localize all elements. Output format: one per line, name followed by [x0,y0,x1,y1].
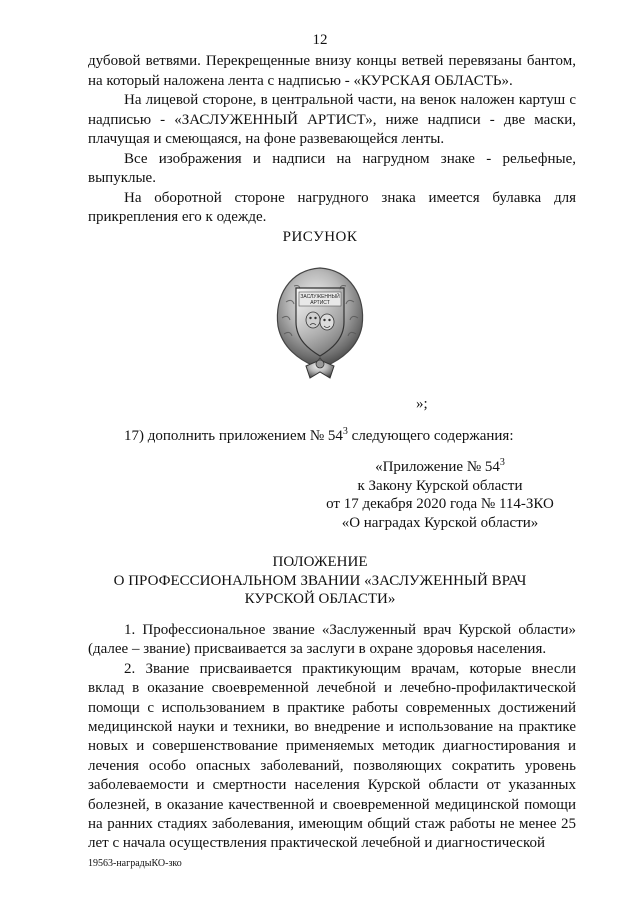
annex-header [290,458,590,532]
page-number: 12 [312,32,328,48]
paragraph: Все изображения и надписи на нагрудном знаке - рельефные, выпуклые. [88,150,576,186]
paragraph: На оборотной стороне нагрудного знака имеется булавка для прикрепления его к одежде. [88,189,576,225]
heading-line: КУРСКОЙ ОБЛАСТИ» [244,591,396,607]
badge-image [268,262,372,388]
regulation-clauses [88,621,576,854]
item17-superscript: 3 [342,426,348,437]
item17-text: 17) дополнить приложением № 54 [124,428,343,444]
item17-text-suffix: следующего содержания: [347,428,514,444]
annex-line: от 17 декабря 2020 года № 114-ЗКО [326,496,554,512]
figure-title: РИСУНОК [282,229,358,245]
amendment-item-17 [124,428,514,445]
annex-line: к Закону Курской области [357,477,523,494]
heading-line: О ПРОФЕССИОНАЛЬНОМ ЗВАНИИ «ЗАСЛУЖЕННЫЙ ВРАЧ [113,572,527,589]
annex-superscript: 3 [499,457,505,468]
badge-inscription-line: ЗАСЛУЖЕННЫЙ [300,294,340,300]
regulation-heading [0,553,640,609]
paragraph: дубовой ветвями. Перекрещенные внизу концы ветвей перевязаны бантом, на который наложена лента с надписью - «КУРСКАЯ ОБЛАСТЬ». [88,53,576,89]
paragraph: На лицевой стороне, в центральной части, на венок наложен картуш с надписью - «ЗАСЛУЖЕННЫЙ АРТИСТ», ниже надписи - две маски, плачущая и смеющаяся, на фоне развевающейся ленты. [88,92,576,147]
annex-line: «О наградах Курской области» [341,514,539,531]
clause: 1. Профессиональное звание «Заслуженный врач Курской области» (далее – звание) присваивается за заслуги в охране здоровья населения. [88,622,576,658]
heading-line: ПОЛОЖЕНИЕ [272,554,368,570]
intro-text [88,52,576,228]
quote-close: »; [416,396,428,412]
annex-line: «Приложение № 54 [375,459,500,475]
document-code: 19563-наградыКО-зко [88,858,182,869]
badge-inscription-line: АРТИСТ [310,300,330,306]
clause: 2. Звание присваивается практикующим врачам, которые внесли вклад в оказание своевременной лечебной и лечебно-профилактической помощи с использованием в практике работы современных достижений медицинской науки и техники, во внедрение и использование на практике новых и совершенствование применяемых методик диагностирования и лечения особо опасных заболеваний, позволяющих сократить уровень заболеваемости и смертности населения Курской области от указанных болезней, в оказание качественной и своевременной медицинской помощи на ранних стадиях заболевания, имеющим общий стаж работы не менее 25 лет с начала осуществления практической лечебной и диагностической [88,660,576,852]
